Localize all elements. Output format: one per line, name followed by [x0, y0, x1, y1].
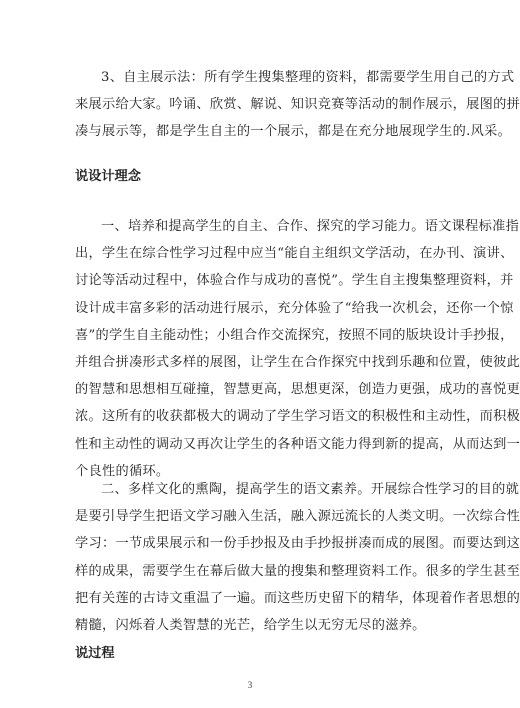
- text-line: 的智慧和思想相互碰撞，智慧更高，思想更深，创造力更强，成功的喜悦更: [75, 382, 520, 398]
- text-line: 是要引导学生把语文学习融入生活，融入源远流长的人类文明。一次综合性: [75, 509, 520, 525]
- text-line: 凑与展示等，都是学生自主的一个展示，都是在充分地展现学生的.风采。: [75, 124, 512, 140]
- paragraph-ability-cultivation: [75, 213, 520, 485]
- text-line: 讨论等活动过程中，体验合作与成功的喜悦”。学生自主搜集整理资料，并: [75, 273, 514, 289]
- text-line: 学习：一节成果展示和一份手抄报及由手抄报拼凑而成的展图。而要达到这: [75, 536, 520, 552]
- text-line: 精髓，闪烁着人类智慧的光芒，给学生以无穷无尽的滋养。: [75, 617, 426, 633]
- text-line: 并组合拼凑形式多样的展图，让学生在合作探究中找到乐趣和位置，使彼此: [75, 354, 520, 370]
- paragraph-cultural-influence: [75, 476, 520, 639]
- text-line: 浓。这所有的收获都极大的调动了学生学习语文的积极性和主动性，而积极: [75, 409, 520, 425]
- text-line: 出，学生在综合性学习过程中应当“能自主组织文学活动，在办刊、演讲、: [75, 246, 514, 262]
- text-line: 3、自主展示法：所有学生搜集整理的资料，都需要学生用自己的方式: [101, 70, 515, 85]
- text-line: 来展示给大家。吟诵、欣赏、解说、知识竞赛等活动的制作展示，展图的拼: [75, 97, 520, 113]
- text-line: 样的成果，需要学生在幕后做大量的搜集和整理资料工作。很多的学生甚至: [75, 563, 520, 579]
- text-line: 设计成丰富多彩的活动进行展示，充分体验了“给我一次机会，还你一个惊: [75, 300, 514, 316]
- text-line: 性和主动性的调动又再次让学生的各种语文能力得到新的提高，从而达到一: [75, 436, 520, 452]
- text-line: 把有关莲的古诗文重温了一遍。而这些历史留下的精华，体现着作者思想的: [75, 590, 520, 606]
- text-line: 一、培养和提高学生的自主、合作、探究的学习能力。语文课程标准指: [101, 219, 520, 234]
- paragraph-self-display-method: [75, 64, 520, 146]
- page-number: 3: [247, 680, 253, 690]
- section-heading-process: 说过程: [75, 646, 115, 661]
- section-heading-design-concept: 说设计理念: [75, 169, 141, 184]
- text-line: 个良性的循环。: [75, 463, 170, 479]
- text-line: 喜”的学生自主能动性；小组合作交流探究，按照不同的版块设计手抄报，: [75, 327, 514, 343]
- text-line: 二、多样文化的熏陶，提高学生的语文素养。开展综合性学习的目的就: [101, 482, 520, 497]
